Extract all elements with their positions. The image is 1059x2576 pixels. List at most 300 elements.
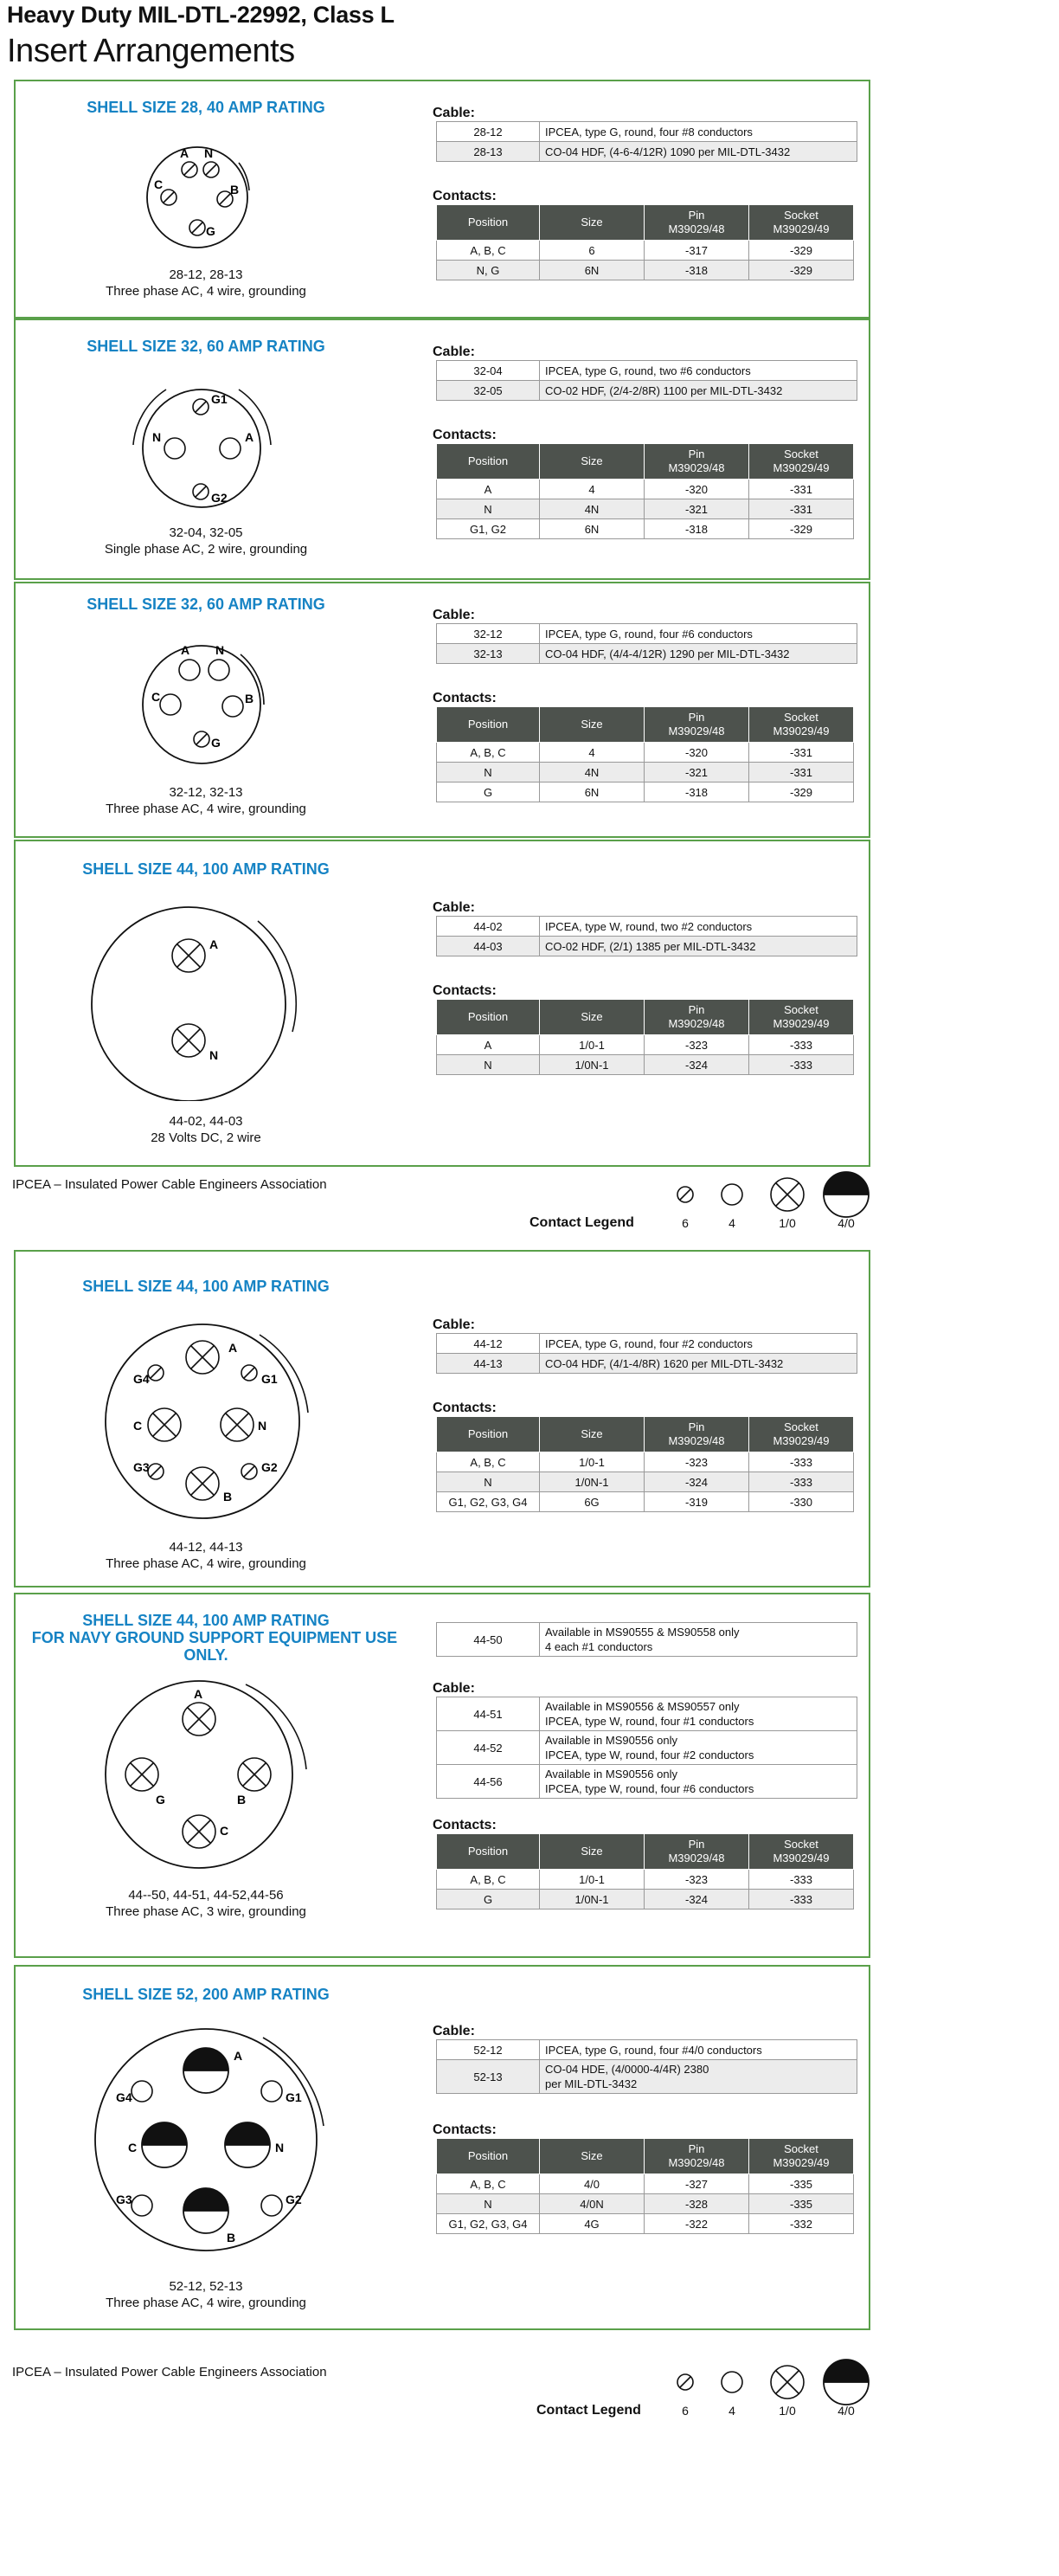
caption-description: Three phase AC, 4 wire, grounding — [106, 2296, 306, 2310]
contact-b — [238, 1758, 271, 1791]
text-line: M39029/48 — [668, 1852, 725, 1864]
table-row — [437, 241, 854, 261]
contact-g3 — [148, 1464, 164, 1479]
header-subtitle: Insert Arrangements — [7, 33, 295, 69]
label-b: B — [223, 1490, 233, 1504]
table-cell: IPCEA, type W, round, two #2 conductors — [540, 917, 857, 937]
table-cell: 6N — [540, 519, 645, 539]
label-b: B — [245, 692, 254, 705]
panel-title-line-1: SHELL SIZE 44, 100 AMP RATING — [82, 1612, 330, 1629]
table-cell: IPCEA, type G, round, four #4/0 conductors — [540, 2040, 857, 2060]
contacts-label: Contacts: — [433, 1818, 497, 1832]
text-line: Pin — [688, 1003, 705, 1016]
caption-part-numbers: 52-12, 52-13 — [169, 2279, 243, 2294]
col-pin — [645, 205, 749, 241]
table-header-cell — [749, 1834, 854, 1870]
label-g: G — [156, 1793, 165, 1806]
contacts-table — [436, 1416, 854, 1512]
table-row — [437, 1870, 854, 1890]
text-line: 4 each #1 conductors — [545, 1640, 653, 1653]
panel-title: SHELL SIZE 32, 60 AMP RATING — [87, 338, 325, 355]
table-cell: 44-50 — [437, 1623, 540, 1657]
table-row — [437, 624, 857, 644]
table-row — [437, 381, 857, 401]
contact-g — [194, 731, 209, 747]
text-line: M39029/48 — [668, 1434, 725, 1447]
label-g2: G2 — [286, 2193, 302, 2206]
contact-g4 — [132, 2081, 152, 2102]
table-cell — [540, 1623, 857, 1657]
table-row — [437, 917, 857, 937]
panel-title-line-2: FOR NAVY GROUND SUPPORT EQUIPMENT USE — [31, 1629, 398, 1646]
table-cell: -333 — [749, 1890, 854, 1909]
table-cell: -318 — [645, 519, 749, 539]
panel-shell-32-three — [14, 582, 870, 838]
table-cell: -319 — [645, 1492, 749, 1512]
table-header-cell — [749, 444, 854, 480]
contact-b — [183, 2188, 228, 2233]
table-row — [437, 1492, 854, 1512]
text-line: per MIL-DTL-3432 — [545, 2077, 638, 2090]
contacts-label: Contacts: — [433, 1401, 497, 1415]
caption-part-numbers: 32-04, 32-05 — [169, 525, 243, 540]
contact-g2 — [193, 484, 209, 499]
contacts-label: Contacts: — [433, 983, 497, 998]
caption-description: 28 Volts DC, 2 wire — [151, 1130, 261, 1145]
contact-n — [172, 1024, 205, 1057]
contact-a — [220, 438, 241, 459]
insert-diagram — [90, 1317, 324, 1525]
table-header-cell: Position — [437, 1417, 540, 1452]
table-cell: -323 — [645, 1035, 749, 1055]
table-cell: N — [437, 1055, 540, 1075]
table-cell: 4/0N — [540, 2194, 645, 2214]
cable-table — [436, 121, 857, 162]
text-line: Available in MS90556 only — [545, 1734, 677, 1747]
table-cell: A, B, C — [437, 1870, 540, 1890]
table-header-cell — [645, 2139, 749, 2174]
table-cell: -329 — [749, 782, 854, 802]
table-cell: 1/0N-1 — [540, 1472, 645, 1492]
text-line: M39029/49 — [773, 2156, 830, 2169]
text-line: IPCEA, type W, round, four #1 conductors — [545, 1715, 754, 1728]
table-row — [437, 2060, 857, 2094]
table-cell: 52-13 — [437, 2060, 540, 2094]
label-g: G — [206, 224, 215, 238]
table-cell: -331 — [749, 480, 854, 499]
text-line: Pin — [688, 711, 705, 724]
table-cell: 1/0-1 — [540, 1870, 645, 1890]
table-header-cell: Position — [437, 1000, 540, 1035]
table-cell: 4 — [540, 480, 645, 499]
table-cell: -318 — [645, 782, 749, 802]
label-n: N — [204, 146, 214, 160]
label-n: N — [258, 1419, 267, 1433]
contact-a — [183, 2048, 228, 2093]
table-cell — [540, 2060, 857, 2094]
table-header-cell: Size — [540, 2139, 645, 2174]
table-cell: -323 — [645, 1870, 749, 1890]
table-row — [437, 1890, 854, 1909]
table-cell: 28-12 — [437, 122, 540, 142]
contact-n — [221, 1408, 254, 1441]
label-g3: G3 — [116, 2193, 132, 2206]
contact-legend-label: Contact Legend — [530, 1215, 634, 1230]
table-cell: -335 — [749, 2174, 854, 2194]
text-line: M39029/49 — [773, 724, 830, 737]
table-cell: 44-12 — [437, 1334, 540, 1354]
insert-diagram — [128, 372, 275, 519]
cable-label: Cable: — [433, 345, 475, 359]
panel-title: SHELL SIZE 44, 100 AMP RATING — [82, 860, 330, 878]
text-line: M39029/49 — [773, 1434, 830, 1447]
text-line: Available in MS90556 only — [545, 1768, 677, 1781]
contact-n — [209, 660, 229, 680]
table-cell — [540, 1697, 857, 1731]
legend-size-4-0-icon — [824, 2360, 869, 2405]
table-cell: A, B, C — [437, 241, 540, 261]
table-cell: 52-12 — [437, 2040, 540, 2060]
contact-b — [186, 1467, 219, 1500]
contact-g1 — [261, 2081, 282, 2102]
table-header — [437, 2139, 854, 2174]
availability-table — [436, 1622, 857, 1657]
legend-num: 6 — [682, 2404, 689, 2418]
contacts-table — [436, 1833, 854, 1909]
table-row — [437, 122, 857, 142]
table-row — [437, 499, 854, 519]
text-line: Pin — [688, 1838, 705, 1851]
table-cell: -329 — [749, 241, 854, 261]
legend-size-1-0-icon — [771, 2366, 804, 2399]
table-cell: CO-02 HDF, (2/4-2/8R) 1100 per MIL-DTL-3432 — [540, 381, 857, 401]
table-cell: G — [437, 1890, 540, 1909]
legend-num: 4 — [728, 2404, 735, 2418]
label-g3: G3 — [133, 1460, 150, 1474]
table-cell: 32-13 — [437, 644, 540, 664]
caption-part-numbers: 28-12, 28-13 — [169, 267, 243, 282]
table-row — [437, 782, 854, 802]
table-cell: 32-04 — [437, 361, 540, 381]
label-g4: G4 — [133, 1372, 150, 1386]
label-a: A — [234, 2049, 243, 2063]
table-row — [437, 1731, 857, 1765]
table-header-cell — [645, 1000, 749, 1035]
table-cell: CO-02 HDF, (2/1) 1385 per MIL-DTL-3432 — [540, 937, 857, 956]
table-header — [437, 1000, 854, 1035]
text-line: Pin — [688, 209, 705, 222]
table-cell: CO-04 HDF, (4/1-4/8R) 1620 per MIL-DTL-3432 — [540, 1354, 857, 1374]
table-cell: -320 — [645, 743, 749, 763]
table-cell: 44-51 — [437, 1697, 540, 1731]
table-header — [437, 1834, 854, 1870]
contact-legend-label: Contact Legend — [536, 2403, 641, 2418]
ipcea-note: IPCEA – Insulated Power Cable Engineers Association — [12, 2365, 327, 2380]
contact-g1 — [193, 399, 209, 415]
label-c: C — [133, 1419, 143, 1433]
col-size: Size — [540, 205, 645, 241]
table-cell: -323 — [645, 1452, 749, 1472]
contact-a — [172, 939, 205, 972]
cable-label: Cable: — [433, 1681, 475, 1696]
text-line: M39029/49 — [773, 1852, 830, 1864]
table-header-cell — [645, 707, 749, 743]
cable-label: Cable: — [433, 2024, 475, 2038]
table-cell: 6N — [540, 782, 645, 802]
panel-shell-44-dc — [14, 840, 870, 1167]
contact-n — [203, 162, 219, 177]
table-cell: -328 — [645, 2194, 749, 2214]
label-a: A — [194, 1687, 203, 1701]
text-line: M39029/48 — [668, 222, 725, 235]
table-header-cell: Position — [437, 1834, 540, 1870]
table-cell: IPCEA, type G, round, four #2 conductors — [540, 1334, 857, 1354]
table-cell: -317 — [645, 241, 749, 261]
legend-num: 4/0 — [838, 1216, 855, 1230]
text-line: Socket — [784, 2142, 818, 2155]
table-cell: 28-13 — [437, 142, 540, 162]
table-row — [437, 2214, 854, 2234]
contact-g1 — [241, 1365, 257, 1381]
cable-table — [436, 1697, 857, 1799]
text-line: CO-04 HDE, (4/0000-4/4R) 2380 — [545, 2063, 709, 2076]
text-line: M39029/48 — [668, 1017, 725, 1030]
text-line: Available in MS90556 & MS90557 only — [545, 1700, 740, 1713]
text-line: M39029/49 — [773, 222, 830, 235]
table-header-cell — [645, 444, 749, 480]
contacts-label: Contacts: — [433, 428, 497, 442]
table-cell: 4G — [540, 2214, 645, 2234]
table-cell: A — [437, 480, 540, 499]
text-line: Socket — [784, 209, 818, 222]
table-cell: -333 — [749, 1452, 854, 1472]
label-b: B — [227, 2231, 236, 2244]
table-row — [437, 1697, 857, 1731]
caption-part-numbers: 44--50, 44-51, 44-52,44-56 — [128, 1888, 284, 1903]
table-cell — [540, 1731, 857, 1765]
table-row — [437, 261, 854, 280]
caption-description: Three phase AC, 4 wire, grounding — [106, 284, 306, 299]
table-cell: -320 — [645, 480, 749, 499]
contact-g — [125, 1758, 158, 1791]
table-row — [437, 480, 854, 499]
table-row — [437, 937, 857, 956]
text-line: Socket — [784, 1003, 818, 1016]
table-cell: 44-03 — [437, 937, 540, 956]
table-cell: 44-52 — [437, 1731, 540, 1765]
table-cell: G1, G2, G3, G4 — [437, 2214, 540, 2234]
table-cell: 1/0N-1 — [540, 1890, 645, 1909]
table-header-cell — [645, 1834, 749, 1870]
table-cell: CO-04 HDF, (4/4-4/12R) 1290 per MIL-DTL-3432 — [540, 644, 857, 664]
label-c: C — [151, 690, 161, 704]
text-line: Pin — [688, 1420, 705, 1433]
panel-shell-44-three — [14, 1250, 870, 1587]
label-a: A — [181, 643, 190, 657]
table-cell: 32-12 — [437, 624, 540, 644]
contacts-table — [436, 706, 854, 802]
contacts-label: Contacts: — [433, 691, 497, 705]
text-line: Socket — [784, 448, 818, 460]
contacts-label: Contacts: — [433, 189, 497, 203]
label-g1: G1 — [261, 1372, 278, 1386]
table-cell: -333 — [749, 1035, 854, 1055]
text-line: Socket — [784, 1420, 818, 1433]
ipcea-note: IPCEA – Insulated Power Cable Engineers Association — [12, 1177, 327, 1192]
contacts-label: Contacts: — [433, 2122, 497, 2137]
panel-shell-28 — [14, 80, 870, 319]
legend-size-4-icon — [722, 1184, 742, 1205]
panel-shell-52 — [14, 1965, 870, 2330]
cable-table — [436, 360, 857, 401]
caption-description: Three phase AC, 3 wire, grounding — [106, 1904, 306, 1919]
table-cell: -332 — [749, 2214, 854, 2234]
table-cell: -329 — [749, 261, 854, 280]
table-header-cell — [749, 2139, 854, 2174]
contact-g — [189, 220, 205, 235]
table-cell: CO-04 HDF, (4-6-4/12R) 1090 per MIL-DTL-3432 — [540, 142, 857, 162]
table-cell: -329 — [749, 519, 854, 539]
table-row — [437, 2040, 857, 2060]
legend-num: 4/0 — [838, 2404, 855, 2418]
table-cell: N — [437, 2194, 540, 2214]
text-line: Pin — [688, 2142, 705, 2155]
text-line: Available in MS90555 & MS90558 only — [545, 1626, 740, 1639]
contact-g2 — [241, 1464, 257, 1479]
label-n: N — [275, 2141, 285, 2154]
text-line: Pin — [688, 448, 705, 460]
table-row — [437, 2194, 854, 2214]
caption-part-numbers: 44-12, 44-13 — [169, 1540, 243, 1555]
text-line: IPCEA, type W, round, four #2 conductors — [545, 1748, 754, 1761]
table-row — [437, 2174, 854, 2194]
table-row — [437, 1623, 857, 1657]
label-n: N — [209, 1048, 219, 1062]
table-cell: 6G — [540, 1492, 645, 1512]
contact-g4 — [148, 1365, 164, 1381]
cable-table — [436, 2039, 857, 2094]
label-g2: G2 — [211, 491, 228, 505]
table-header — [437, 205, 854, 241]
table-cell: IPCEA, type G, round, two #6 conductors — [540, 361, 857, 381]
table-cell: N — [437, 499, 540, 519]
label-a: A — [228, 1341, 238, 1355]
table-header-cell — [645, 1417, 749, 1452]
panel-title: SHELL SIZE 28, 40 AMP RATING — [87, 99, 325, 116]
table-cell: N — [437, 763, 540, 782]
table-header-cell: Position — [437, 2139, 540, 2174]
table-cell: -333 — [749, 1870, 854, 1890]
table-cell: G1, G2, G3, G4 — [437, 1492, 540, 1512]
table-header — [437, 1417, 854, 1452]
cable-table — [436, 1333, 857, 1374]
contact-a — [186, 1341, 219, 1374]
legend-size-1-0-icon — [771, 1178, 804, 1211]
contact-c — [183, 1815, 215, 1848]
table-row — [437, 1452, 854, 1472]
table-cell: -330 — [749, 1492, 854, 1512]
contact-c — [161, 190, 176, 205]
label-c: C — [154, 177, 164, 191]
table-cell: -327 — [645, 2174, 749, 2194]
caption-description: Three phase AC, 4 wire, grounding — [106, 802, 306, 816]
text-line: M39029/48 — [668, 461, 725, 474]
contact-c — [160, 694, 181, 715]
contacts-table — [436, 443, 854, 539]
insert-diagram — [128, 137, 266, 267]
table-header-cell: Size — [540, 444, 645, 480]
contacts-table — [436, 204, 854, 280]
label-b: B — [230, 183, 240, 196]
table-header-cell — [749, 707, 854, 743]
contact-g3 — [132, 2195, 152, 2216]
label-a: A — [209, 937, 219, 951]
table-cell: 6N — [540, 261, 645, 280]
caption-part-numbers: 44-02, 44-03 — [169, 1114, 243, 1129]
table-row — [437, 1765, 857, 1799]
label-a: A — [180, 146, 189, 160]
text-line: M39029/49 — [773, 461, 830, 474]
insert-diagram — [90, 1672, 332, 1871]
table-cell: -324 — [645, 1055, 749, 1075]
table-cell: G — [437, 782, 540, 802]
table-row — [437, 361, 857, 381]
contact-n — [225, 2122, 270, 2167]
caption-description: Single phase AC, 2 wire, grounding — [104, 542, 308, 557]
table-cell: -324 — [645, 1472, 749, 1492]
table-header-cell: Size — [540, 1834, 645, 1870]
table-cell: IPCEA, type G, round, four #8 conductors — [540, 122, 857, 142]
text-line: M39029/49 — [773, 1017, 830, 1030]
table-cell: A, B, C — [437, 2174, 540, 2194]
label-c: C — [220, 1824, 229, 1838]
table-cell — [540, 1765, 857, 1799]
table-header-cell: Size — [540, 1000, 645, 1035]
insert-diagram — [132, 628, 279, 776]
table-cell: -331 — [749, 763, 854, 782]
label-n: N — [152, 430, 162, 444]
panel-shell-44-navy — [14, 1593, 870, 1958]
legend-size-6-icon — [677, 1187, 693, 1202]
text-line: M39029/48 — [668, 2156, 725, 2169]
table-row — [437, 644, 857, 664]
label-g: G — [211, 736, 221, 750]
table-cell: 32-05 — [437, 381, 540, 401]
legend-size-4-icon — [722, 2372, 742, 2392]
contact-b — [222, 696, 243, 717]
table-row — [437, 1055, 854, 1075]
label-g2: G2 — [261, 1460, 278, 1474]
insert-diagram — [85, 2022, 344, 2264]
label-n: N — [215, 643, 225, 657]
table-header — [437, 444, 854, 480]
table-cell: A, B, C — [437, 743, 540, 763]
table-row — [437, 1354, 857, 1374]
legend-num: 4 — [728, 1216, 735, 1230]
panel-title: SHELL SIZE 32, 60 AMP RATING — [87, 596, 325, 613]
caption-part-numbers: 32-12, 32-13 — [169, 785, 243, 800]
legend-size-4-0-icon — [824, 1172, 869, 1217]
table-row — [437, 1472, 854, 1492]
col-socket — [749, 205, 854, 241]
label-g4: G4 — [116, 2090, 132, 2104]
table-cell: 4 — [540, 743, 645, 763]
contact-a — [183, 1703, 215, 1736]
contact-a — [182, 162, 197, 177]
text-line: Socket — [784, 711, 818, 724]
table-cell: 44-13 — [437, 1354, 540, 1374]
table-cell: G1, G2 — [437, 519, 540, 539]
